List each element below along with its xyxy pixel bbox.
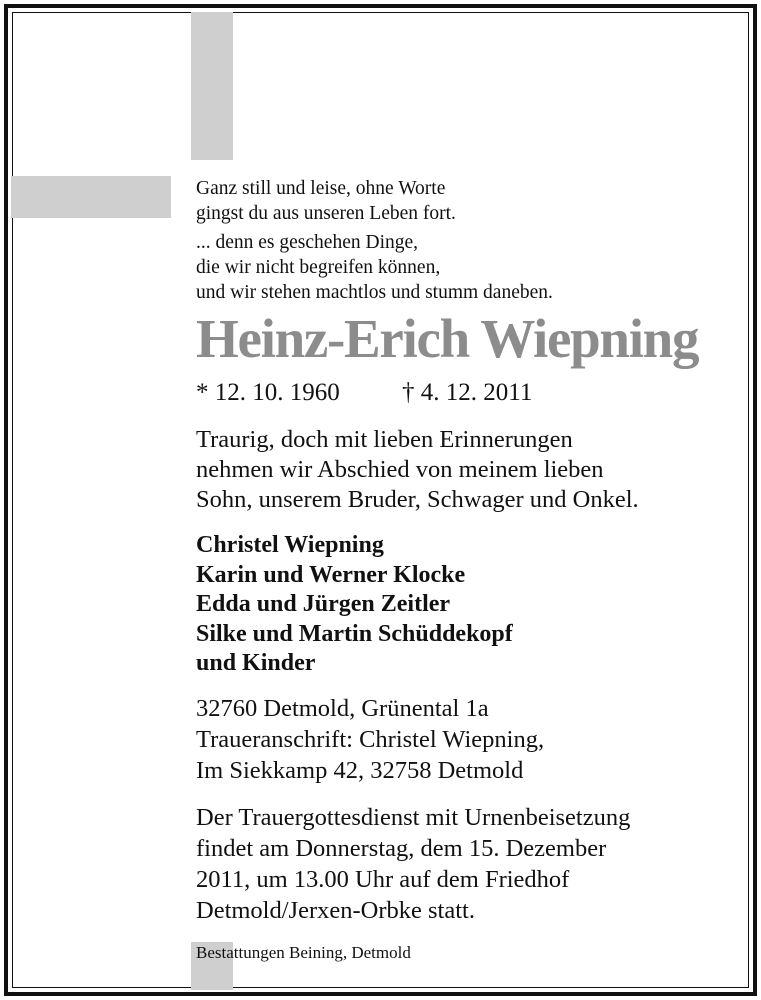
poem-line: Ganz still und leise, ohne Worte <box>196 178 446 199</box>
deceased-name: Heinz-Erich Wiepning <box>196 308 699 369</box>
address-line: Im Siekkamp 42, 32758 Detmold <box>196 756 524 784</box>
mourning-line: Sohn, unserem Bruder, Schwager und Onkel. <box>196 486 639 513</box>
life-dates <box>196 377 746 409</box>
address-line: 32760 Detmold, Grünental 1a <box>196 694 489 722</box>
service-line: Der Trauergottesdienst mit Urnenbeisetzung <box>196 803 631 831</box>
address-line: Traueranschrift: Christel Wiepning, <box>196 725 545 753</box>
family-list <box>196 531 746 679</box>
mourning-text <box>196 425 746 515</box>
death-date: † 4. 12. 2011 <box>402 379 533 406</box>
poem-line: die wir nicht begreifen können, <box>196 257 441 278</box>
family-member: Christel Wiepning <box>196 532 384 558</box>
service-line: 2011, um 13.00 Uhr auf dem Friedhof <box>196 865 570 893</box>
birth-date: * 12. 10. 1960 <box>196 379 340 406</box>
cross-horizontal-bar <box>11 176 171 218</box>
service-line: findet am Donnerstag, dem 15. Dezember <box>196 834 607 862</box>
poem-line: und wir stehen machtlos und stumm daneben. <box>196 282 553 303</box>
service-info <box>196 802 746 926</box>
mourning-line: Traurig, doch mit lieben Erinnerungen <box>196 426 573 453</box>
service-line: Detmold/Jerxen-Orbke statt. <box>196 896 475 924</box>
family-member: und Kinder <box>196 650 316 676</box>
undertaker-credit: Bestattungen Beining, Detmold <box>196 942 411 962</box>
family-member: Karin und Werner Klocke <box>196 561 466 588</box>
poem-line: gingst du aus unseren Leben fort. <box>196 203 456 224</box>
family-member: Edda und Jürgen Zeitler <box>196 591 451 617</box>
mourning-line: nehmen wir Abschied von meinem lieben <box>196 456 604 483</box>
obituary-content <box>196 176 746 964</box>
poem <box>196 176 746 305</box>
family-member: Silke und Martin Schüddekopf <box>196 620 513 647</box>
address-block <box>196 693 746 786</box>
poem-line: ... denn es geschehen Dinge, <box>196 232 419 253</box>
obituary-frame <box>4 4 757 996</box>
cross-vertical-top <box>191 12 233 160</box>
